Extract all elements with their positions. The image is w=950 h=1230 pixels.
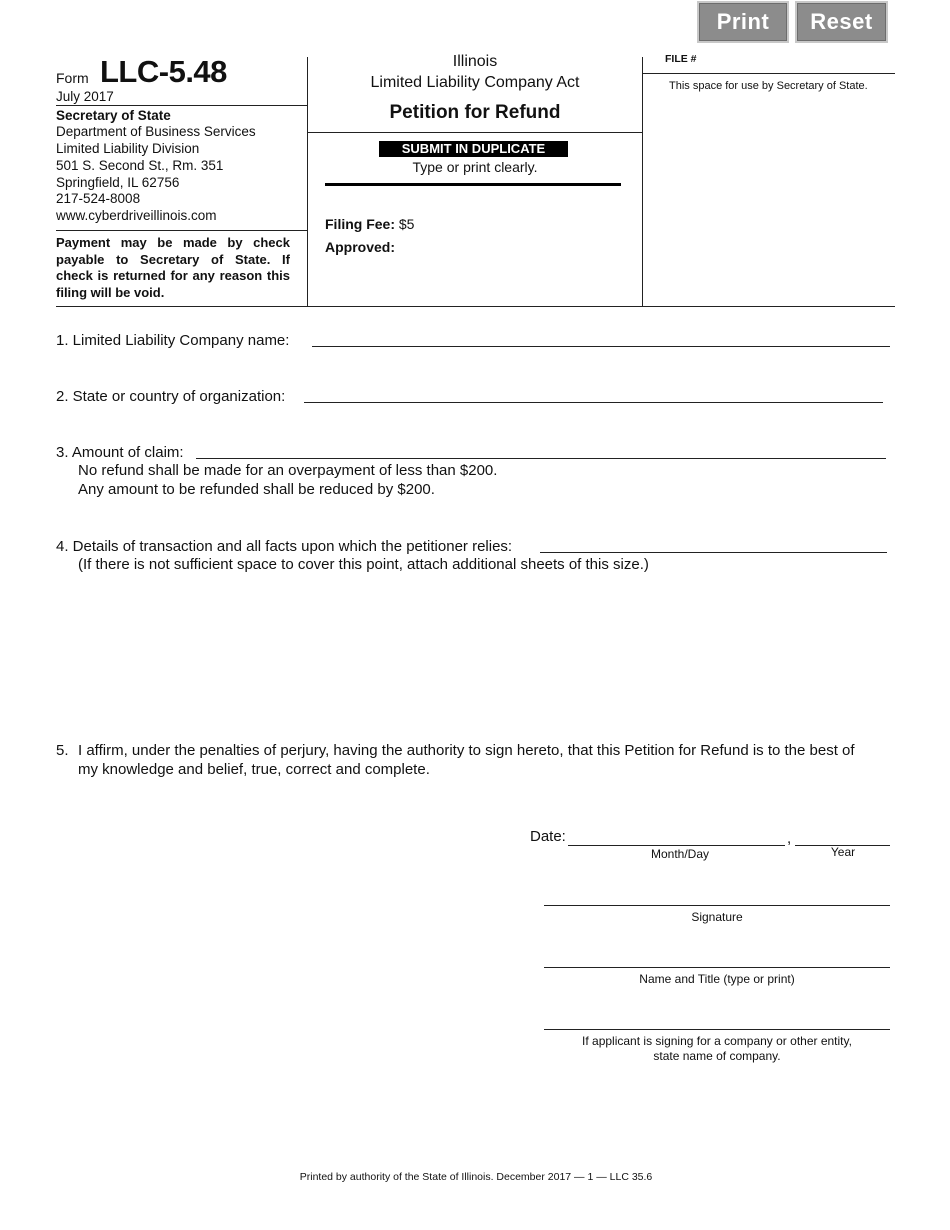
- address-line: 217-524-8008: [56, 191, 141, 206]
- company-name-field[interactable]: [544, 1014, 890, 1030]
- year-caption: Year: [830, 845, 856, 859]
- transaction-details-area[interactable]: [56, 582, 890, 732]
- question-3-note: Any amount to be refunded shall be reduced by $200.: [78, 481, 435, 498]
- question-4-note: (If there is not sufficient space to cover this point, attach additional sheets of this size.): [78, 556, 649, 573]
- address-line: Department of Business Services: [56, 124, 256, 139]
- filing-fee: [325, 216, 414, 232]
- submit-banner: SUBMIT IN DUPLICATE: [379, 141, 568, 157]
- address-line: www.cyberdriveillinois.com: [56, 208, 217, 223]
- question-5-number: 5.: [56, 742, 69, 759]
- question-4-label: 4. Details of transaction and all facts upon which the petitioner relies:: [56, 538, 513, 555]
- question-2-label: 2. State or country of organization:: [56, 388, 286, 405]
- date-label: Date:: [530, 828, 566, 845]
- filing-fee-label: Filing Fee:: [325, 216, 395, 232]
- state-country-field[interactable]: [304, 387, 883, 403]
- state-name: Illinois: [452, 53, 498, 70]
- transaction-details-field[interactable]: [540, 537, 887, 553]
- form-word: Form: [56, 70, 89, 86]
- sos-use-note: This space for use by Secretary of State.: [669, 80, 868, 92]
- llc-name-field[interactable]: [312, 331, 890, 347]
- claim-amount-field[interactable]: [196, 443, 886, 459]
- question-5-line: I affirm, under the penalties of perjury, having the authority to sign hereto, that this Petition for Refund is to the best of: [78, 742, 855, 759]
- thick-divider: [325, 183, 621, 186]
- address-line: Limited Liability Division: [56, 141, 200, 156]
- column-divider: [642, 57, 643, 306]
- form-number: LLC-5.48: [100, 54, 227, 89]
- question-5-line: my knowledge and belief, true, correct and complete.: [78, 761, 430, 778]
- approved-label: Approved:: [325, 239, 395, 255]
- date-year-field[interactable]: [795, 830, 890, 846]
- divider: [56, 230, 307, 231]
- file-number-label: FILE #: [665, 53, 697, 65]
- name-title-caption: Name and Title (type or print): [639, 972, 795, 986]
- company-note: state name of company.: [653, 1049, 781, 1063]
- signature-caption: Signature: [691, 910, 743, 924]
- name-title-field[interactable]: [544, 952, 890, 968]
- address-line: 501 S. Second St., Rm. 351: [56, 158, 224, 173]
- question-3-label: 3. Amount of claim:: [56, 444, 184, 461]
- question-3-note: No refund shall be made for an overpayment of less than $200.: [78, 462, 498, 479]
- print-button[interactable]: Print: [697, 1, 789, 43]
- divider: [56, 105, 307, 106]
- date-month-day-field[interactable]: [568, 830, 785, 846]
- question-1-label: 1. Limited Liability Company name:: [56, 332, 290, 349]
- act-name: Limited Liability Company Act: [370, 74, 580, 91]
- address-line: Springfield, IL 62756: [56, 175, 180, 190]
- filing-fee-value: $5: [398, 216, 415, 232]
- divider: [308, 132, 642, 133]
- footer-note: Printed by authority of the State of Illinois. December 2017 — 1 — LLC 35.6: [299, 1171, 653, 1183]
- reset-button[interactable]: Reset: [795, 1, 888, 43]
- company-note: If applicant is signing for a company or other entity,: [582, 1034, 852, 1048]
- payment-note: Payment may be made by check payable to Secretary of State. If check is returned for any reason this filing will be void.: [56, 235, 290, 300]
- agency-name: Secretary of State: [56, 108, 171, 123]
- column-divider: [307, 57, 308, 306]
- form-date: July 2017: [56, 89, 114, 104]
- month-day-caption: Month/Day: [650, 847, 710, 861]
- divider: [643, 73, 895, 74]
- date-comma: ,: [787, 830, 792, 847]
- page-title: Petition for Refund: [389, 102, 561, 123]
- header-bottom-rule: [56, 306, 895, 307]
- type-print-note: Type or print clearly.: [412, 159, 538, 175]
- signature-field[interactable]: [544, 890, 890, 906]
